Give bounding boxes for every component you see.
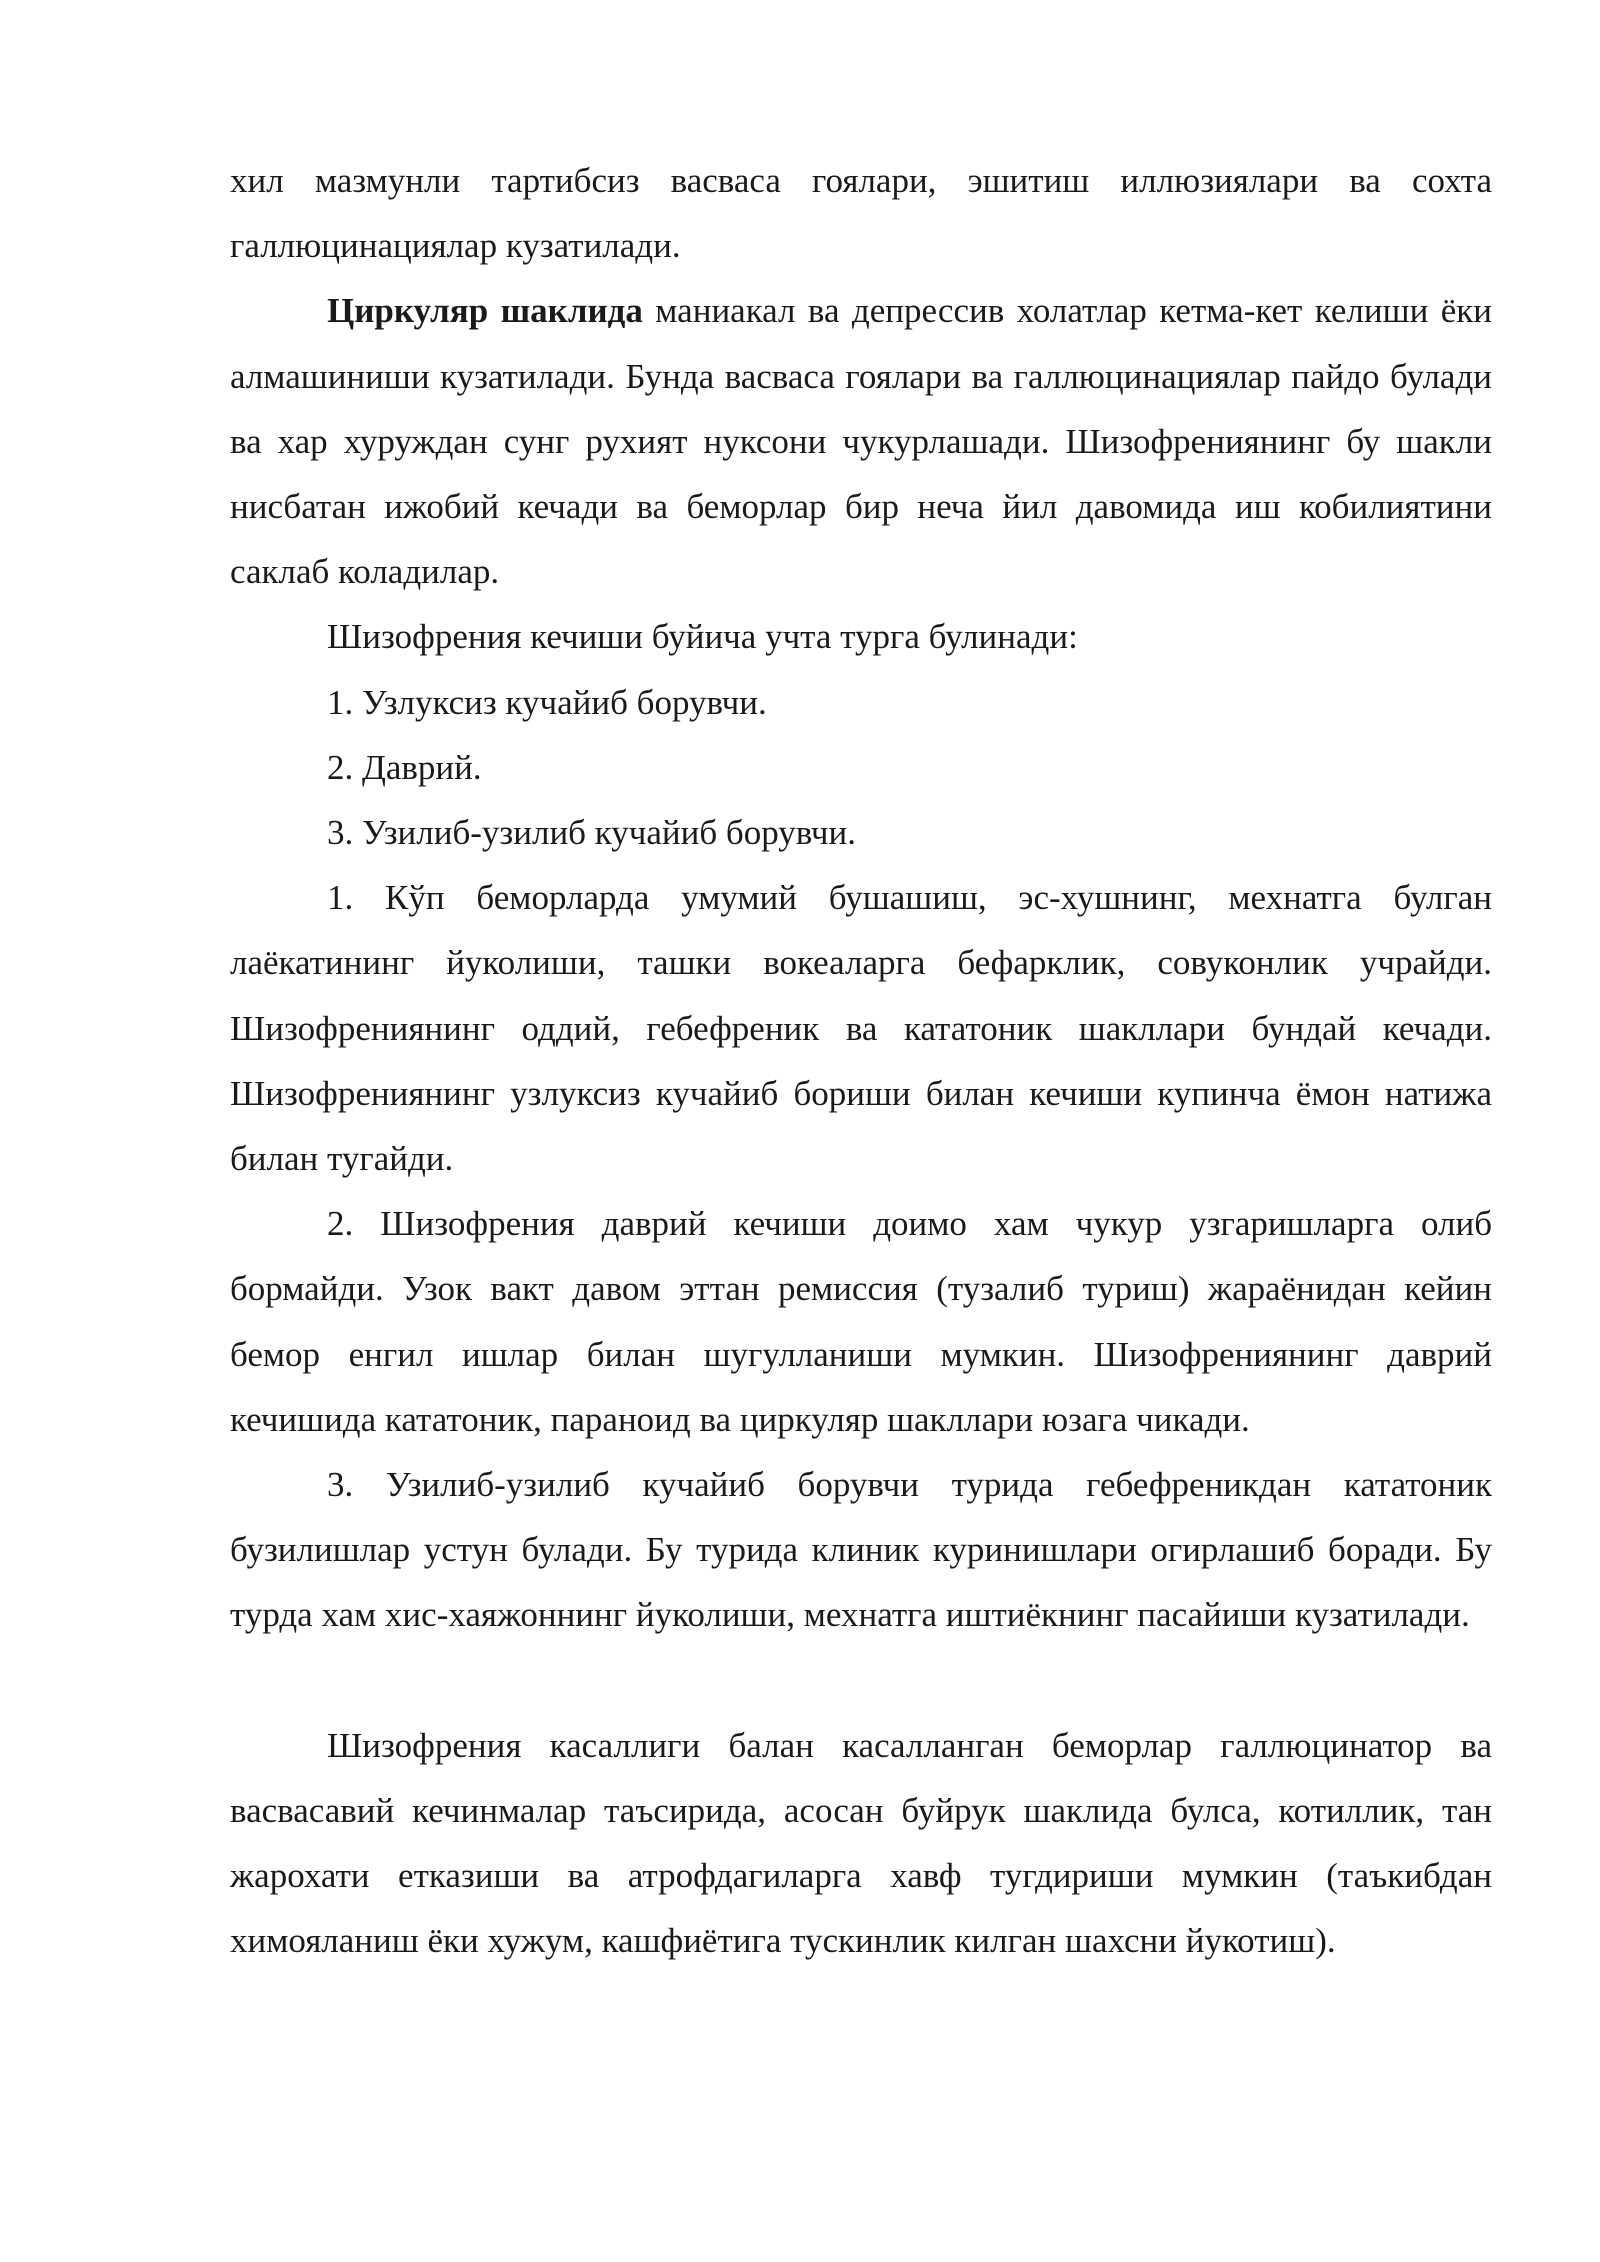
document-page [230, 148, 1492, 1973]
blank-line [230, 1648, 1492, 1713]
paragraph-periodic-course: 2. Шизофрения даврий кечиши доимо хам чукур узгаришларга олиб бормайди. Узок вакт давом эттан ремиссия (тузалиб туриш) жараёнидан кейин бемор енгил ишлар билан шугулланиши мумкин. Шизофрениянинг даврий кечишида кататоник, параноид ва циркуляр шакллари юзага чикади. [230, 1204, 1492, 1439]
paragraph-continuation: хил мазмунли тартибсиз васваса гоялари, эшитиш иллюзиялари ва сохта галлюцинациялар кузатилади. [230, 161, 1492, 266]
paragraph-intermittent-course: 3. Узилиб-узилиб кучайиб борувчи турида гебефреникдан кататоник бузилишлар устун булади. Бу турида клиник куринишлари огирлашиб боради. Бу турда хам хис-хаяжоннинг йуколиши, мехнатга иштиёкнинг пасайиши кузатилади. [230, 1465, 1492, 1635]
paragraph-circular-form-text: маниакал ва депрессив холатлар кетма-кет келиши ёки алмашиниши кузатилади. Бунда васваса гоялари ва галлюцинациялар пайдо булади ва хар хуруждан сунг рухият нуксони чукурлашади. Шизофрениянинг бу шакли нисбатан ижобий кечади ва беморлар бир неча йил давомида иш кобилиятини саклаб коладилар. [230, 291, 1492, 592]
list-item-2: 2. Даврий. [327, 747, 482, 787]
list-item-3: 3. Узилиб-узилиб кучайиб борувчи. [327, 813, 857, 853]
bold-term-circular-form: Циркуляр шаклида [327, 291, 643, 331]
paragraph-continuous-course: 1. Кўп беморларда умумий бушашиш, эс-хушнинг, мехнатга булган лаёкатининг йуколиши, ташки вокеаларга бефарклик, совуконлик учрайди. Шизофрениянинг оддий, гебефреник ва кататоник шакллари бундай кечади. Шизофрениянинг узлуксиз кучайиб бориши билан кечиши купинча ёмон натижа билан тугайди. [230, 878, 1492, 1179]
list-item-1: 1. Узлуксиз кучайиб борувчи. [327, 682, 767, 722]
paragraph-circular-form [230, 278, 1492, 604]
paragraph-course-types-intro: Шизофрения кечиши буйича учта турга булинади: [327, 617, 1078, 657]
paragraph-danger-to-others: Шизофрения касаллиги балан касалланган беморлар галлюцинатор ва васвасавий кечинмалар таъсирида, асосан буйрук шаклида булса, котиллик, тан жарохати етказиши ва атрофдагиларга хавф тугдириши мумкин (таъкибдан химояланиш ёки хужум, кашфиётига тускинлик килган шахсни йукотиш). [230, 1725, 1492, 1961]
